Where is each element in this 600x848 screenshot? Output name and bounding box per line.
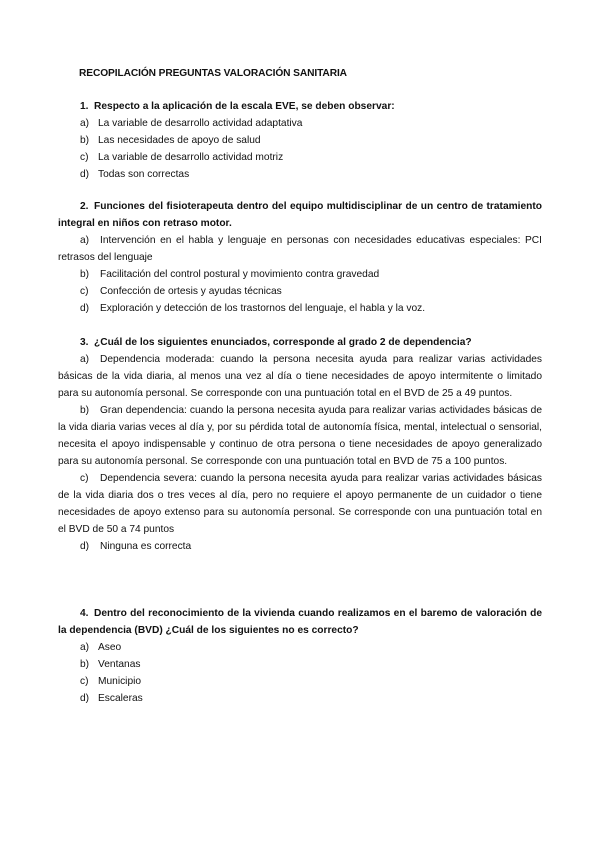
question-number: 2. (80, 201, 89, 212)
option-b (58, 656, 542, 673)
option-text: Facilitación del control postural y movimiento contra gravedad (100, 269, 380, 280)
option-letter: d) (80, 169, 90, 180)
option-letter: d) (80, 693, 90, 704)
option-d (58, 300, 542, 317)
option-letter: c) (80, 152, 89, 163)
option-letter: a) (80, 118, 90, 129)
option-letter: a) (80, 642, 90, 653)
option-letter: d) (80, 303, 90, 314)
option-a (58, 351, 542, 402)
option-text: Gran dependencia: cuando la persona necesita ayuda para realizar varias actividades básicas de la vida diaria varias veces al día y, por su pérdida total de autonomía física, mental, intelectual o sensorial, necesita el apoyo indispensable y continuo de otra persona o tiene necesidades de apoyo generalizado para su autonomía personal. Se corresponde con una puntuación total en BVD de 75 a 100 puntos. (58, 405, 542, 467)
option-letter: c) (80, 676, 89, 687)
question-text: Dentro del reconocimiento de la vivienda cuando realizamos en el baremo de valoración de la dependencia (BVD) ¿Cuál de los siguientes no es correcto? (58, 608, 542, 636)
option-text: Aseo (98, 642, 122, 653)
question-text: Funciones del fisioterapeuta dentro del equipo multidisciplinar de un centro de tratamiento integral en niños con retraso motor. (58, 201, 542, 229)
option-a (58, 639, 542, 656)
option-text: Todas son correctas (98, 169, 190, 180)
option-letter: c) (80, 473, 89, 484)
question-title (58, 334, 542, 351)
option-d (58, 538, 542, 555)
question-number: 3. (80, 337, 89, 348)
option-text: Dependencia moderada: cuando la persona necesita ayuda para realizar varias actividades básicas de la vida diaria, al menos una vez al día o tiene necesidades de apoyo intermitente o limitado para su autonomía personal. Se corresponde con una puntuación total en el BVD de 25 a 49 puntos. (58, 354, 542, 399)
option-c (58, 673, 542, 690)
option-text: La variable de desarrollo actividad adaptativa (98, 118, 303, 129)
question-2 (58, 198, 542, 317)
option-letter: b) (80, 405, 90, 416)
option-letter: b) (80, 135, 90, 146)
question-number: 4. (80, 608, 89, 619)
option-d (58, 690, 542, 707)
option-text: Las necesidades de apoyo de salud (98, 135, 261, 146)
option-text: Ninguna es correcta (100, 541, 192, 552)
question-text: Respecto a la aplicación de la escala EVE, se deben observar: (94, 101, 395, 112)
question-1 (58, 98, 542, 183)
option-text: Ventanas (98, 659, 141, 670)
option-c (58, 149, 542, 166)
question-4 (58, 605, 542, 707)
option-letter: c) (80, 286, 89, 297)
option-d (58, 166, 542, 183)
question-number: 1. (80, 101, 89, 112)
option-text: Confección de ortesis y ayudas técnicas (100, 286, 282, 297)
option-a (58, 232, 542, 266)
option-letter: a) (80, 354, 90, 365)
question-title (58, 198, 542, 232)
option-b (58, 132, 542, 149)
option-a (58, 115, 542, 132)
option-letter: a) (80, 235, 90, 246)
option-letter: d) (80, 541, 90, 552)
question-3 (58, 334, 542, 555)
question-title (58, 605, 542, 639)
option-text: Municipio (98, 676, 142, 687)
document-title: RECOPILACIÓN PREGUNTAS VALORACIÓN SANITARIA (79, 68, 347, 79)
option-c (58, 283, 542, 300)
option-text: La variable de desarrollo actividad motriz (98, 152, 284, 163)
option-letter: b) (80, 659, 90, 670)
option-text: Escaleras (98, 693, 143, 704)
question-text: ¿Cuál de los siguientes enunciados, corresponde al grado 2 de dependencia? (94, 337, 472, 348)
option-b (58, 402, 542, 470)
question-title (58, 98, 542, 115)
option-b (58, 266, 542, 283)
option-text: Intervención en el habla y lenguaje en personas con necesidades educativas especiales: PCI retrasos del lenguaje (58, 235, 542, 263)
option-c (58, 470, 542, 538)
option-text: Dependencia severa: cuando la persona necesita ayuda para realizar varias actividades básicas de la vida diaria dos o tres veces al día, pero no requiere el apoyo permanente de un cuidador o tiene necesidades de apoyo extenso para su autonomía personal. Se corresponde con una puntuación total en el BVD de 50 a 74 puntos (58, 473, 542, 535)
option-text: Exploración y detección de los trastornos del lenguaje, el habla y la voz. (100, 303, 426, 314)
option-letter: b) (80, 269, 90, 280)
